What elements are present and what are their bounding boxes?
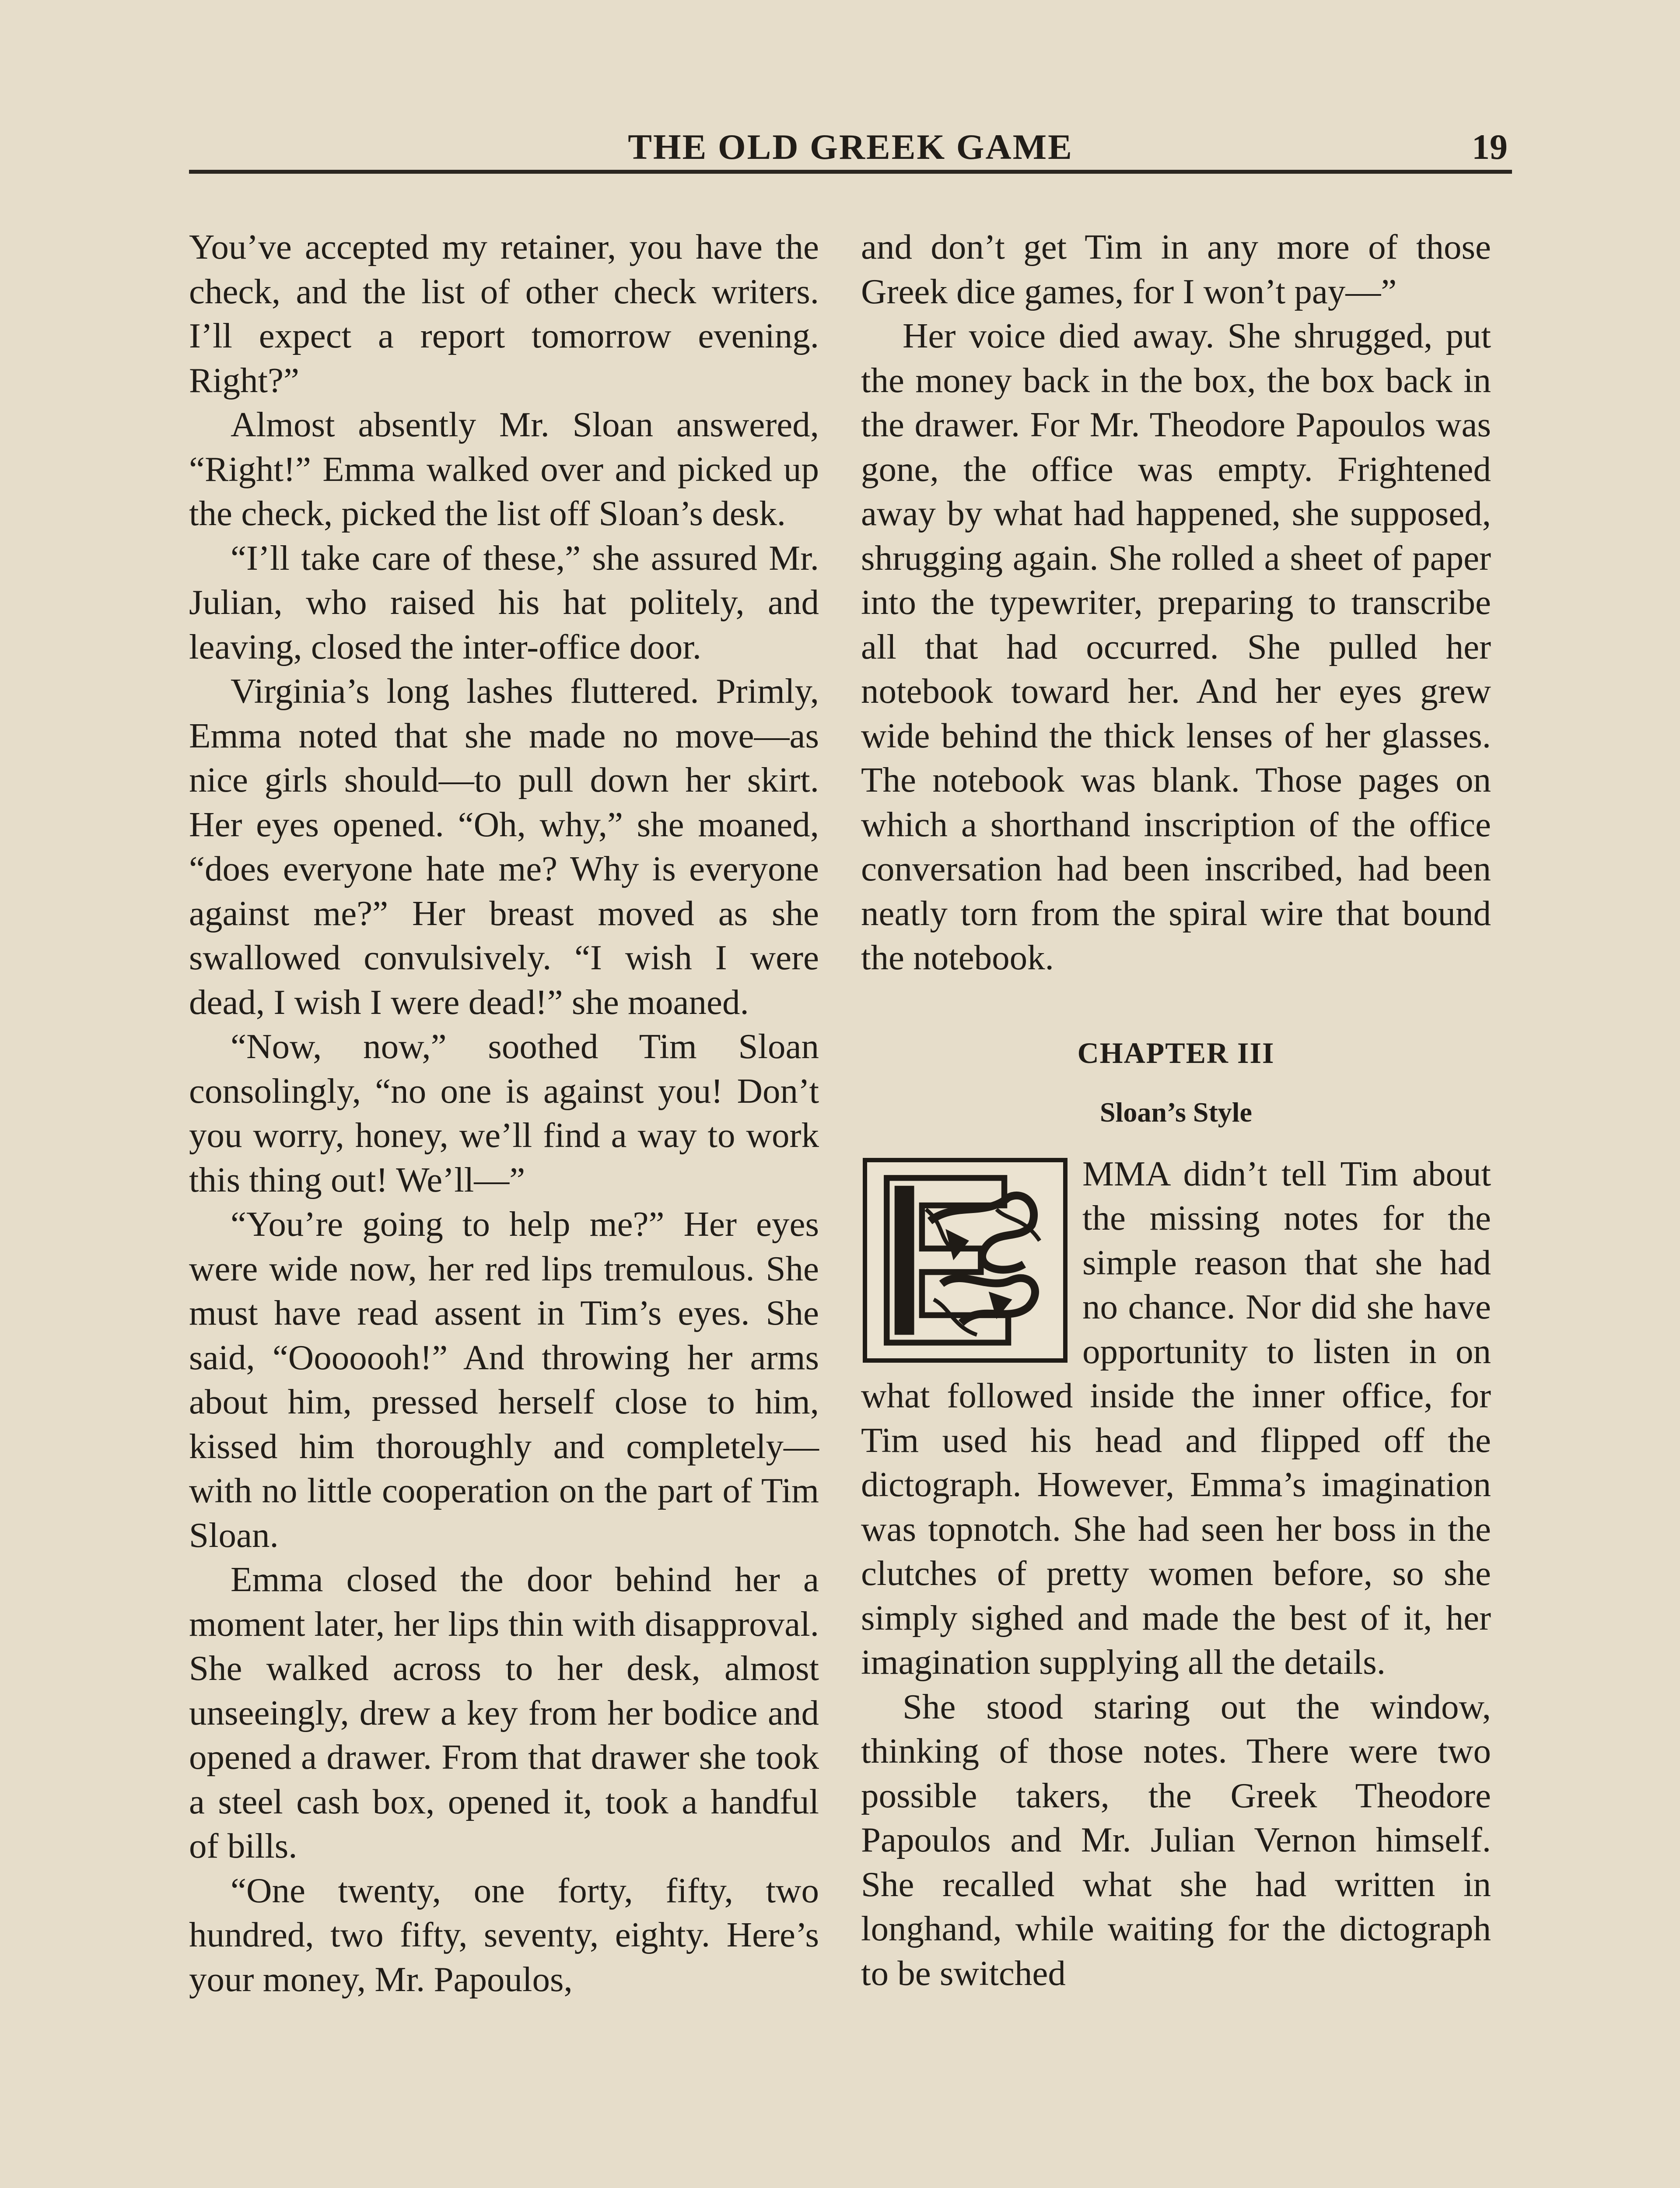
right-column xyxy=(861,225,1491,1995)
paragraph: “I’ll take care of these,” she assured Mr. Julian, who raised his hat politely, and leaving, closed the inter-office door. xyxy=(189,538,819,666)
paragraph: Her voice died away. She shrugged, put the money back in the box, the box back in the drawer. For Mr. Theodore Papoulos was gone, the office was empty. Frightened away by what had happened, she supposed, shrugging again. She rolled a sheet of paper into the typewriter, preparing to transcribe all that had occurred. She pulled her notebook toward her. And her eyes grew wide behind the thick lenses of her glasses. The notebook was blank. Those pages on which a shorthand inscription of the office conversation had been inscribed, had been neatly torn from the spiral wire that bound the notebook. xyxy=(861,316,1491,977)
paragraph: and don’t get Tim in any more of those Greek dice games, for I won’t pay—” xyxy=(861,227,1491,311)
paragraph: She stood staring out the window, thinking of those notes. There were two possible takers, the Greek Theodore Papoulos and Mr. Julian Vernon himself. She recalled what she had written in longhand, while waiting for the dictograph to be switched xyxy=(861,1687,1491,1993)
left-column xyxy=(189,225,819,2002)
drop-cap-ornament xyxy=(863,1158,1068,1363)
running-title: THE OLD GREEK GAME xyxy=(628,127,1073,167)
drop-cap-paragraph-text: MMA didn’t tell Tim about the missing notes for the simple reason that she had no chance. Nor did she have opportunity to listen in on what followed inside the inner office, for Tim used his head and flipped off the dictograph. However, Emma’s imagination was topnotch. She had seen her boss in the clutches of pretty women before, so she simply sighed and made the best of it, her imagination supplying all the details. xyxy=(861,1154,1491,1682)
drop-cap-paragraph xyxy=(861,1152,1491,1685)
running-header xyxy=(189,126,1512,174)
paragraph: Almost absently Mr. Sloan answered, “Right!” Emma walked over and picked up the check, picked the list off Sloan’s desk. xyxy=(189,405,819,533)
chapter-title: CHAPTER III xyxy=(1077,1036,1275,1069)
paragraph: “You’re going to help me?” Her eyes were wide now, her red lips tremulous. She must have read assent in Tim’s eyes. She said, “Ooooooh!” And throwing her arms about him, pressed herself close to him, kissed him thoroughly and completely—with no little cooperation on the part of Tim Sloan. xyxy=(189,1204,819,1555)
paragraph: “Now, now,” soothed Tim Sloan consolingly, “no one is against you! Don’t you worry, honey, we’ll find a way to work this thing out! We’ll—” xyxy=(189,1027,819,1199)
paragraph: You’ve accepted my retainer, you have the check, and the list of other check writers. I’ll expect a report tomorrow evening. Right?” xyxy=(189,227,819,400)
paragraph: Virginia’s long lashes fluttered. Primly, Emma noted that she made no move—as nice girls should—to pull down her skirt. Her eyes opened. “Oh, why,” she moaned, “does everyone hate me? Why is everyone against me?” Her breast moved as she swallowed convulsively. “I wish I were dead, I wish I were dead!” she moaned. xyxy=(189,671,819,1022)
paragraph: Emma closed the door behind her a moment later, her lips thin with disapproval. She walked across to her desk, almost unseeingly, drew a key from her bodice and opened a drawer. From that drawer she took a steel cash box, opened it, took a handful of bills. xyxy=(189,1560,819,1865)
page-number: 19 xyxy=(1472,127,1508,167)
decorative-letter-e-icon xyxy=(867,1162,1063,1358)
chapter-subtitle: Sloan’s Style xyxy=(1100,1096,1252,1128)
paragraph: “One twenty, one forty, fifty, two hundred, two fifty, seventy, eighty. Here’s your money, Mr. Papoulos, xyxy=(189,1870,819,1999)
